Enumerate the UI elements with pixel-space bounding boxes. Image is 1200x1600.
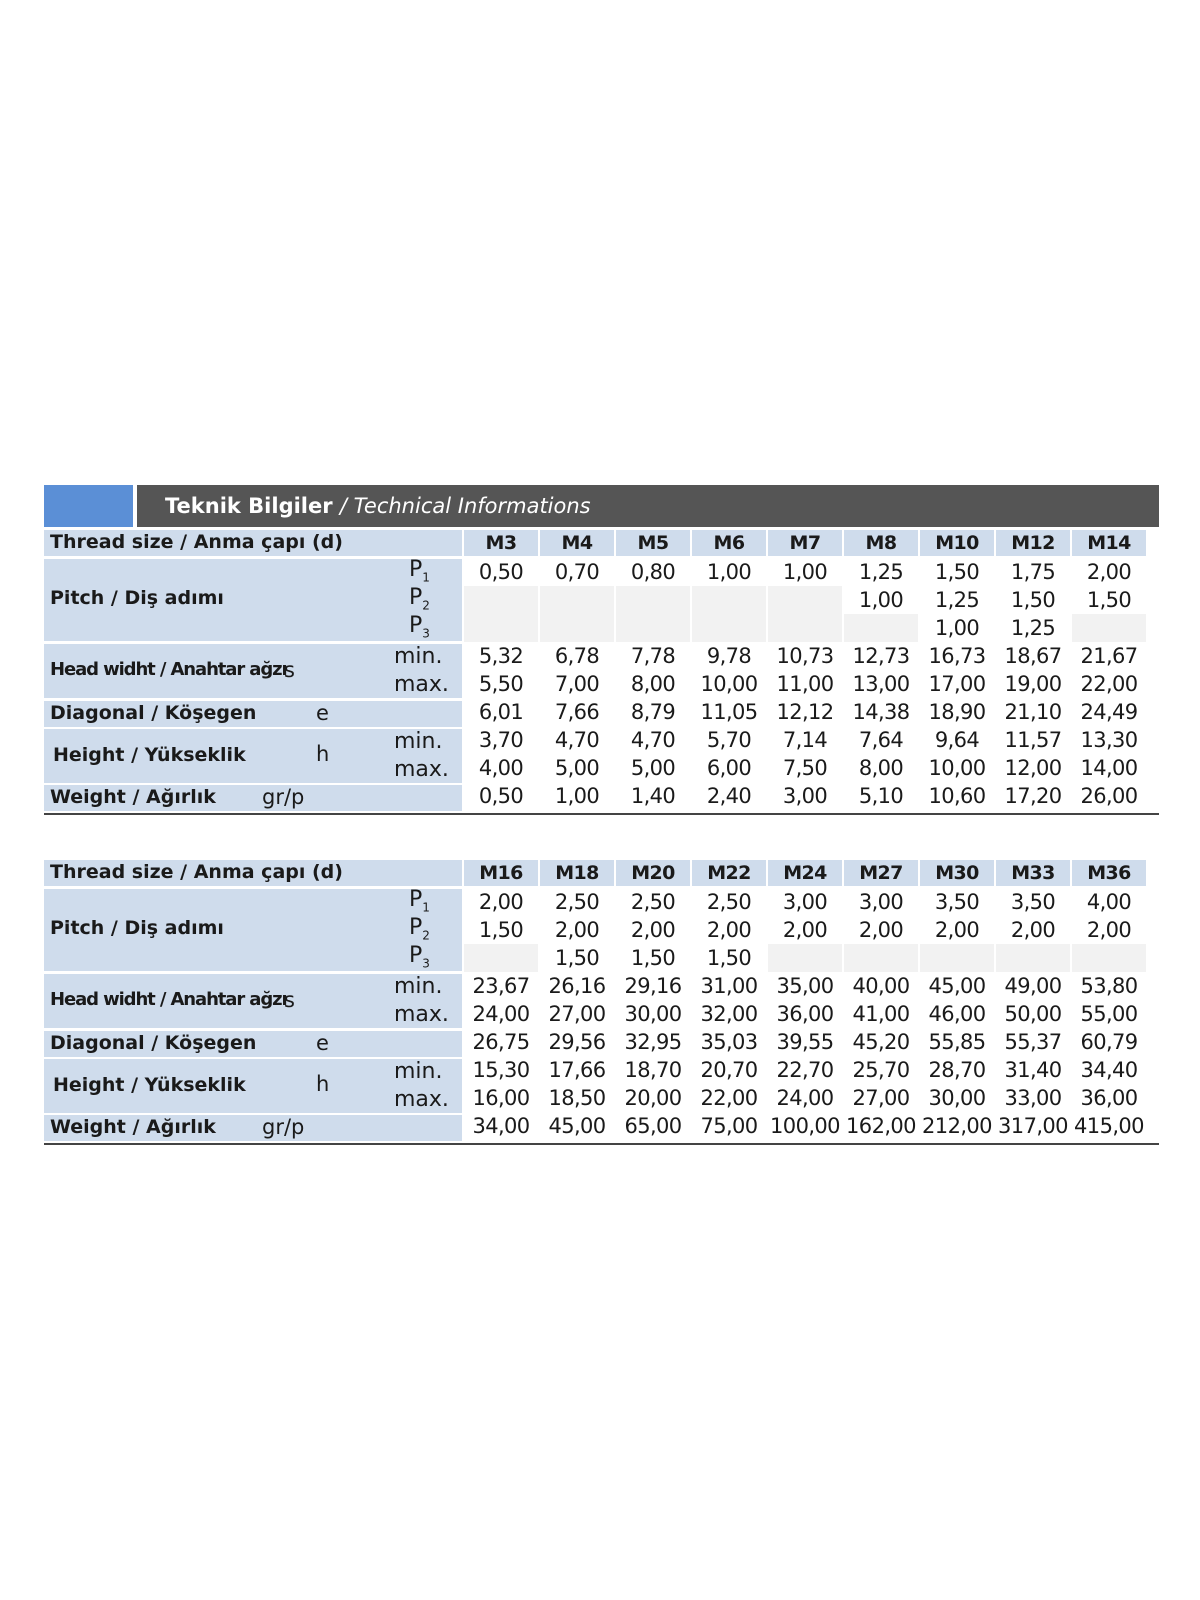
diagonal-symbol: e (316, 701, 329, 725)
value-cell-p3: 1,50 (706, 946, 752, 970)
value-cell-h_max: 14,00 (1080, 756, 1138, 780)
value-cell-h_min: 13,30 (1080, 728, 1138, 752)
value-cell-p3 (464, 944, 538, 972)
value-cell-p1: 2,00 (478, 890, 524, 914)
pitch-index: 1 (422, 900, 430, 915)
value-cell-p2 (692, 586, 766, 614)
head-width-text: Head widht / Anahtar ağzı (50, 659, 287, 680)
value-cell-e: 39,55 (776, 1030, 834, 1054)
head-width-label (44, 644, 462, 698)
value-cell-p1: 3,00 (858, 890, 904, 914)
table-bottom-rule (44, 813, 1159, 815)
value-cell-s_min: 31,00 (700, 974, 758, 998)
pitch-index: 3 (422, 626, 430, 641)
value-cell-h_max: 24,00 (776, 1086, 834, 1110)
value-cell-s_max: 22,00 (1080, 672, 1138, 696)
value-cell-p2: 1,50 (478, 918, 524, 942)
height-text: Height / Yükseklik (53, 744, 246, 766)
value-cell-p1: 1,00 (706, 560, 752, 584)
head-width-min: min. (394, 974, 443, 999)
banner-title (165, 485, 591, 527)
value-cell-e: 6,01 (478, 700, 524, 724)
value-cell-p2: 2,00 (554, 918, 600, 942)
value-cell-s_min: 49,00 (1004, 974, 1062, 998)
value-cell-s_max: 55,00 (1080, 1002, 1138, 1026)
thread-size-text: Thread size / Anma çapı (d) (50, 531, 343, 553)
value-cell-s_max: 8,00 (630, 672, 676, 696)
pitch-index: 2 (422, 928, 430, 943)
value-cell-h_min: 25,70 (852, 1058, 910, 1082)
value-cell-s_max: 36,00 (776, 1002, 834, 1026)
value-cell-s_max: 5,50 (478, 672, 524, 696)
value-cell-h_min: 3,70 (478, 728, 524, 752)
value-cell-e: 55,37 (1004, 1030, 1062, 1054)
value-cell-s_max: 30,00 (624, 1002, 682, 1026)
weight-label (44, 1115, 462, 1141)
pitch-letter: P (409, 915, 423, 940)
pitch-text: Pitch / Diş adımı (50, 917, 224, 939)
value-cell-h_max: 12,00 (1004, 756, 1062, 780)
banner-title-tr: Teknik Bilgiler (165, 494, 333, 518)
value-cell-s_min: 45,00 (928, 974, 986, 998)
value-cell-p3 (768, 614, 842, 642)
value-cell-p3 (920, 944, 994, 972)
thread-size-text: Thread size / Anma çapı (d) (50, 861, 343, 883)
section-banner (44, 485, 1159, 527)
value-cell-h_min: 7,14 (782, 728, 828, 752)
value-cell-s_max: 13,00 (852, 672, 910, 696)
value-cell-p2 (768, 586, 842, 614)
value-cell-h_min: 7,64 (858, 728, 904, 752)
height-symbol: h (316, 742, 330, 766)
value-cell-e: 32,95 (624, 1030, 682, 1054)
value-cell-e: 55,85 (928, 1030, 986, 1054)
value-cell-h_max: 18,50 (548, 1086, 606, 1110)
value-cell-weight: 3,00 (782, 784, 828, 808)
value-cell-s_min: 26,16 (548, 974, 606, 998)
value-cell-h_max: 10,00 (928, 756, 986, 780)
table-bottom-rule (44, 1143, 1159, 1145)
size-header-cell: M20 (616, 860, 690, 886)
value-cell-s_max: 32,00 (700, 1002, 758, 1026)
head-width-min: min. (394, 644, 443, 669)
head-width-symbol: s (284, 988, 295, 1012)
value-cell-s_max: 50,00 (1004, 1002, 1062, 1026)
value-cell-e: 7,66 (554, 700, 600, 724)
value-cell-h_min: 20,70 (700, 1058, 758, 1082)
banner-accent-block (44, 485, 133, 527)
value-cell-p3 (844, 944, 918, 972)
value-cell-h_min: 18,70 (624, 1058, 682, 1082)
value-cell-s_min: 53,80 (1080, 974, 1138, 998)
height-symbol: h (316, 1072, 330, 1096)
value-cell-h_min: 11,57 (1004, 728, 1062, 752)
value-cell-s_min: 6,78 (554, 644, 600, 668)
height-max: max. (394, 757, 449, 782)
value-cell-h_max: 5,00 (554, 756, 600, 780)
value-cell-weight: 65,00 (624, 1114, 682, 1138)
value-cell-p1: 4,00 (1086, 890, 1132, 914)
value-cell-e: 14,38 (852, 700, 910, 724)
value-cell-weight: 317,00 (998, 1114, 1068, 1138)
height-min: min. (394, 729, 443, 754)
value-cell-h_max: 4,00 (478, 756, 524, 780)
value-cell-e: 12,12 (776, 700, 834, 724)
value-cell-e: 29,56 (548, 1030, 606, 1054)
value-cell-weight: 100,00 (770, 1114, 840, 1138)
value-cell-e: 35,03 (700, 1030, 758, 1054)
size-header-cell: M5 (616, 530, 690, 556)
diagonal-label (44, 701, 462, 727)
value-cell-p1: 1,00 (782, 560, 828, 584)
weight-text: Weight / Ağırlık (50, 1116, 216, 1138)
value-cell-e: 8,79 (630, 700, 676, 724)
pitch-letter: P (409, 943, 423, 968)
value-cell-p1: 3,00 (782, 890, 828, 914)
value-cell-p3: 1,25 (1010, 616, 1056, 640)
value-cell-p2 (540, 586, 614, 614)
value-cell-h_min: 15,30 (472, 1058, 530, 1082)
value-cell-p2: 1,25 (934, 588, 980, 612)
size-header-cell: M16 (464, 860, 538, 886)
value-cell-p2: 2,00 (1086, 918, 1132, 942)
value-cell-e: 24,49 (1080, 700, 1138, 724)
value-cell-h_min: 17,66 (548, 1058, 606, 1082)
value-cell-h_min: 4,70 (630, 728, 676, 752)
size-header-cell: M8 (844, 530, 918, 556)
value-cell-p3 (1072, 614, 1146, 642)
value-cell-p1: 2,50 (630, 890, 676, 914)
size-header-cell: M4 (540, 530, 614, 556)
value-cell-h_min: 9,64 (934, 728, 980, 752)
value-cell-e: 18,90 (928, 700, 986, 724)
value-cell-weight: 10,60 (928, 784, 986, 808)
value-cell-p3 (768, 944, 842, 972)
value-cell-p3 (996, 944, 1070, 972)
value-cell-s_max: 17,00 (928, 672, 986, 696)
value-cell-h_max: 5,00 (630, 756, 676, 780)
value-cell-p1: 1,50 (934, 560, 980, 584)
size-header-cell: M27 (844, 860, 918, 886)
value-cell-p2: 1,00 (858, 588, 904, 612)
value-cell-e: 60,79 (1080, 1030, 1138, 1054)
pitch-index: 2 (422, 598, 430, 613)
head-width-text: Head widht / Anahtar ağzı (50, 989, 287, 1010)
value-cell-s_min: 29,16 (624, 974, 682, 998)
value-cell-weight: 212,00 (922, 1114, 992, 1138)
size-header-cell: M36 (1072, 860, 1146, 886)
diagonal-label (44, 1031, 462, 1057)
value-cell-p2: 2,00 (706, 918, 752, 942)
diagonal-text: Diagonal / Köşegen (50, 1032, 257, 1054)
head-width-max: max. (394, 1002, 449, 1027)
value-cell-s_min: 10,73 (776, 644, 834, 668)
size-header-cell: M24 (768, 860, 842, 886)
value-cell-e: 45,20 (852, 1030, 910, 1054)
weight-symbol: gr/p (262, 785, 305, 809)
head-width-max: max. (394, 672, 449, 697)
value-cell-weight: 162,00 (846, 1114, 916, 1138)
value-cell-weight: 1,00 (554, 784, 600, 808)
size-header-cell: M12 (996, 530, 1070, 556)
pitch-letter: P (409, 585, 423, 610)
size-header-cell: M3 (464, 530, 538, 556)
value-cell-h_max: 20,00 (624, 1086, 682, 1110)
value-cell-s_min: 18,67 (1004, 644, 1062, 668)
value-cell-s_max: 10,00 (700, 672, 758, 696)
value-cell-p1: 3,50 (1010, 890, 1056, 914)
pitch-text: Pitch / Diş adımı (50, 587, 224, 609)
value-cell-s_min: 23,67 (472, 974, 530, 998)
value-cell-h_min: 28,70 (928, 1058, 986, 1082)
value-cell-s_max: 19,00 (1004, 672, 1062, 696)
value-cell-e: 11,05 (700, 700, 758, 724)
value-cell-s_min: 40,00 (852, 974, 910, 998)
value-cell-s_min: 5,32 (478, 644, 524, 668)
value-cell-weight: 1,40 (630, 784, 676, 808)
value-cell-h_max: 33,00 (1004, 1086, 1062, 1110)
height-max: max. (394, 1087, 449, 1112)
value-cell-h_max: 8,00 (858, 756, 904, 780)
height-text: Height / Yükseklik (53, 1074, 246, 1096)
value-cell-p2: 2,00 (858, 918, 904, 942)
value-cell-p2: 2,00 (782, 918, 828, 942)
value-cell-s_min: 21,67 (1080, 644, 1138, 668)
value-cell-h_min: 5,70 (706, 728, 752, 752)
value-cell-p1: 0,50 (478, 560, 524, 584)
value-cell-p3 (692, 614, 766, 642)
value-cell-p2 (616, 586, 690, 614)
value-cell-weight: 75,00 (700, 1114, 758, 1138)
height-label (44, 1059, 462, 1113)
value-cell-p1: 3,50 (934, 890, 980, 914)
value-cell-h_max: 36,00 (1080, 1086, 1138, 1110)
pitch-index: 1 (422, 570, 430, 585)
value-cell-weight: 2,40 (706, 784, 752, 808)
pitch-letter: P (409, 557, 423, 582)
size-header-cell: M33 (996, 860, 1070, 886)
banner-title-bar (137, 485, 1159, 527)
value-cell-h_max: 22,00 (700, 1086, 758, 1110)
value-cell-s_min: 12,73 (852, 644, 910, 668)
head-width-symbol: s (284, 658, 295, 682)
value-cell-p3 (1072, 944, 1146, 972)
weight-text: Weight / Ağırlık (50, 786, 216, 808)
value-cell-weight: 0,50 (478, 784, 524, 808)
value-cell-h_max: 27,00 (852, 1086, 910, 1110)
size-header-cell: M22 (692, 860, 766, 886)
thread-size-label (44, 860, 462, 886)
value-cell-p1: 0,80 (630, 560, 676, 584)
value-cell-s_max: 11,00 (776, 672, 834, 696)
value-cell-s_max: 27,00 (548, 1002, 606, 1026)
pitch-label (44, 889, 462, 971)
value-cell-e: 21,10 (1004, 700, 1062, 724)
value-cell-s_min: 16,73 (928, 644, 986, 668)
value-cell-p3 (844, 614, 918, 642)
weight-symbol: gr/p (262, 1115, 305, 1139)
value-cell-h_max: 6,00 (706, 756, 752, 780)
value-cell-p1: 0,70 (554, 560, 600, 584)
head-width-label (44, 974, 462, 1028)
value-cell-p2 (464, 586, 538, 614)
height-min: min. (394, 1059, 443, 1084)
value-cell-p3: 1,50 (554, 946, 600, 970)
pitch-letter: P (409, 887, 423, 912)
size-header-cell: M6 (692, 530, 766, 556)
value-cell-p3: 1,50 (630, 946, 676, 970)
value-cell-weight: 17,20 (1004, 784, 1062, 808)
value-cell-weight: 415,00 (1074, 1114, 1144, 1138)
value-cell-p3 (616, 614, 690, 642)
size-header-cell: M18 (540, 860, 614, 886)
value-cell-p1: 1,25 (858, 560, 904, 584)
value-cell-s_min: 7,78 (630, 644, 676, 668)
value-cell-h_min: 22,70 (776, 1058, 834, 1082)
thread-size-label (44, 530, 462, 556)
value-cell-p2: 2,00 (1010, 918, 1056, 942)
value-cell-s_max: 24,00 (472, 1002, 530, 1026)
banner-title-en: / Technical Informations (339, 494, 591, 518)
weight-label (44, 785, 462, 811)
value-cell-p2: 2,00 (934, 918, 980, 942)
value-cell-p1: 2,00 (1086, 560, 1132, 584)
value-cell-p3: 1,00 (934, 616, 980, 640)
value-cell-weight: 26,00 (1080, 784, 1138, 808)
height-label (44, 729, 462, 783)
size-header-cell: M14 (1072, 530, 1146, 556)
diagonal-text: Diagonal / Köşegen (50, 702, 257, 724)
value-cell-s_max: 41,00 (852, 1002, 910, 1026)
value-cell-weight: 5,10 (858, 784, 904, 808)
pitch-index: 3 (422, 956, 430, 971)
value-cell-s_max: 46,00 (928, 1002, 986, 1026)
value-cell-p2: 1,50 (1010, 588, 1056, 612)
value-cell-h_min: 4,70 (554, 728, 600, 752)
value-cell-h_max: 7,50 (782, 756, 828, 780)
value-cell-s_min: 9,78 (706, 644, 752, 668)
value-cell-weight: 34,00 (472, 1114, 530, 1138)
value-cell-p3 (464, 614, 538, 642)
value-cell-h_max: 16,00 (472, 1086, 530, 1110)
value-cell-p1: 2,50 (706, 890, 752, 914)
value-cell-p2: 2,00 (630, 918, 676, 942)
value-cell-e: 26,75 (472, 1030, 530, 1054)
value-cell-h_min: 34,40 (1080, 1058, 1138, 1082)
pitch-letter: P (409, 613, 423, 638)
value-cell-weight: 45,00 (548, 1114, 606, 1138)
value-cell-p1: 2,50 (554, 890, 600, 914)
value-cell-p1: 1,75 (1010, 560, 1056, 584)
value-cell-p3 (540, 614, 614, 642)
size-header-cell: M7 (768, 530, 842, 556)
value-cell-h_min: 31,40 (1004, 1058, 1062, 1082)
pitch-label (44, 559, 462, 641)
size-header-cell: M10 (920, 530, 994, 556)
value-cell-s_max: 7,00 (554, 672, 600, 696)
value-cell-h_max: 30,00 (928, 1086, 986, 1110)
diagonal-symbol: e (316, 1031, 329, 1055)
value-cell-s_min: 35,00 (776, 974, 834, 998)
value-cell-p2: 1,50 (1086, 588, 1132, 612)
size-header-cell: M30 (920, 860, 994, 886)
